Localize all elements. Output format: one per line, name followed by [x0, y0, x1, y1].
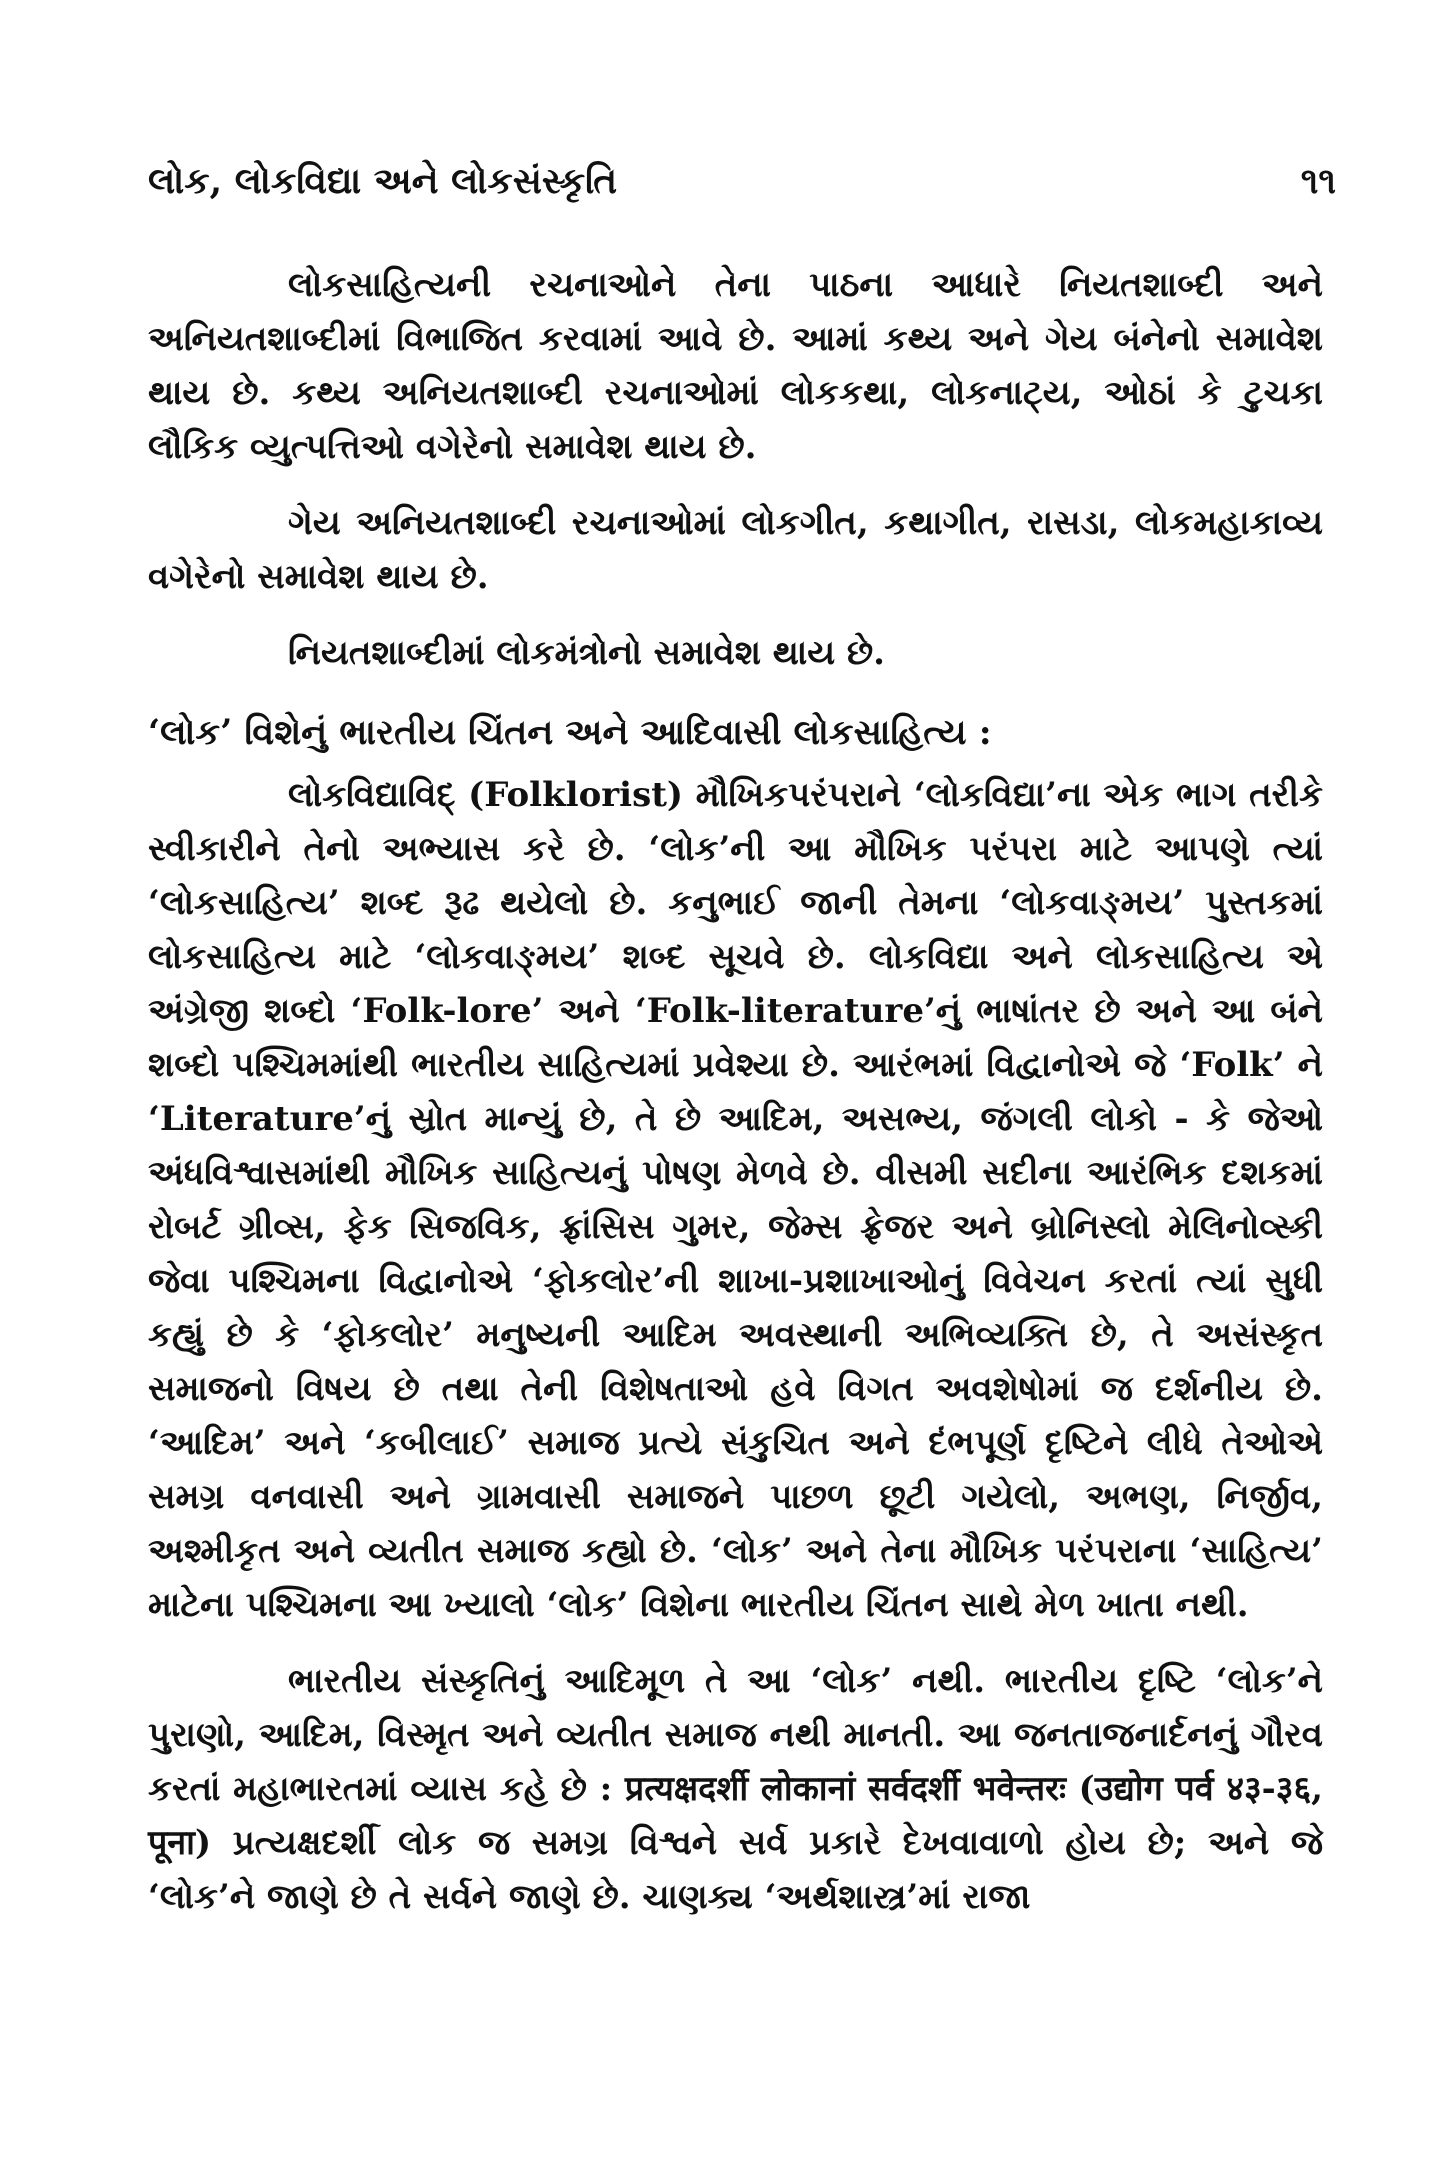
paragraph-4: લોકવિદ્યાવિદ્ (Folklorist) મૌખિકપરંપરાને ‘લોકવિદ્યા’ના એક ભાગ તરીકે સ્વીકારીને તેનો અભ્યાસ કરે છે. ‘લોક’ની આ મૌખિક પરંપરા માટે આપણે ત્યાં ‘લોકસાહિત્ય’ શબ્દ રૂઢ થયેલો છે. કનુભાઈ જાની તેમના ‘લોકવાઙ્મય’ પુસ્તકમાં લોકસાહિત્ય માટે ‘લોકવાઙ્મય’ શબ્દ સૂચવે છે. લોકવિદ્યા અને લોકસાહિત્ય એ અંગ્રેજી શબ્દો ‘Folk-lore’ અને ‘Folk-literature’નું ભાષાંતર છે અને આ બંને શબ્દો પશ્ચિમમાંથી ભારતીય સાહિત્યમાં પ્રવેશ્યા છે. આરંભમાં વિદ્વાનોએ જે ‘Folk’ ને ‘Literature’નું સ્રોત માન્યું છે, તે છે આદિમ, અસભ્ય, જંગલી લોકો - કે જેઓ અંધવિશ્વાસમાંથી મૌખિક સાહિત્યનું પોષણ મેળવે છે. વીસમી સદીના આરંભિક દશકમાં રોબર્ટ ગ્રીવ્સ, ફેક સિજવિક, ફ્રાંસિસ ગુમર, જેમ્સ ફ્રેજર અને બ્રોનિસ્લો મેલિનોવ્સ્કી જેવા પશ્ચિમના વિદ્વાનોએ ‘ફોકલોર’ની શાખા-પ્રશાખાઓનું વિવેચન કરતાં ત્યાં સુધી કહ્યું છે કે ‘ફોકલોર’ મનુષ્યની આદિમ અવસ્થાની અભિવ્યક્તિ છે, તે અસંસ્કૃત સમાજનો વિષય છે તથા તેની વિશેષતાઓ હવે વિગત અવશેષોમાં જ દર્શનીય છે. ‘આદિમ’ અને ‘કબીલાઈ’ સમાજ પ્રત્યે સંકુચિત અને દંભપૂર્ણ દૃષ્ટિને લીધે તેઓએ સમગ્ર વનવાસી અને ગ્રામવાસી સમાજને પાછળ છૂટી ગયેલો, અભણ, નિર્જીવ, અશ્મીકૃત અને વ્યતીત સમાજ કહ્યો છે. ‘લોક’ અને તેના મૌખિક પરંપરાના ‘સાહિત્ય’ માટેના પશ્ચિમના આ ખ્યાલો ‘લોક’ વિશેના ભારતીય ચિંતન સાથે મેળ ખાતા નથી. [148, 775, 1323, 1625]
chapter-title: લોક, લોકવિદ્યા અને લોકસંસ્કૃતિ [148, 160, 618, 202]
paragraph-1: લોકસાહિત્યની રચનાઓને તેના પાઠના આધારે નિયતશાબ્દી અને અનિયતશાબ્દીમાં વિભાજિત કરવામાં આવે છે. આમાં કથ્ય અને ગેય બંનેનો સમાવેશ થાય છે. કથ્ય અનિયતશાબ્દી રચનાઓમાં લોકકથા, લોકનાટ્ય, ઓઠાં કે ટુચકા લૌકિક વ્યુત્પત્તિઓ વગેરેનો સમાવેશ થાય છે. [148, 265, 1323, 467]
page-body [148, 258, 1323, 1924]
section-heading: ‘લોક’ વિશેનું ભારતીય ચિંતન અને આદિવાસી લોકસાહિત્ય : [148, 712, 992, 753]
paragraph-2: ગેય અનિયતશાબ્દી રચનાઓમાં લોકગીત, કથાગીત, રાસડા, લોકમહાકાવ્ય વગેરેનો સમાવેશ થાય છે. [148, 503, 1323, 597]
paragraph-5: ભારતીય સંસ્કૃતિનું આદિમૂળ તે આ ‘લોક’ નથી. ભારતીય દૃષ્ટિ ‘લોક’ને પુરાણો, આદિમ, વિસ્મૃત અને વ્યતીત સમાજ નથી માનતી. આ જનતાજનાર્દનનું ગૌરવ કરતાં મહાભારતમાં વ્યાસ કહે છે : प्रत्यक्षदर्शी लोकानां सर्वदर्शी भवेन्तरः (उद्योग पर्व ४३-३६, पूना) પ્રત્યક્ષદર્શી લોક જ સમગ્ર વિશ્વને સર્વ પ્રકારે દેખવાવાળો હોય છે; અને જે ‘લોક’ને જાણે છે તે સર્વને જાણે છે. ચાણક્ય ‘અર્થશાસ્ત્ર’માં રાજા [148, 1661, 1323, 1917]
paragraph-3: નિયતશાબ્દીમાં લોકમંત્રોનો સમાવેશ થાય છે. [288, 633, 885, 673]
running-header [148, 160, 1336, 203]
page-number: ૧૧ [1300, 160, 1336, 202]
